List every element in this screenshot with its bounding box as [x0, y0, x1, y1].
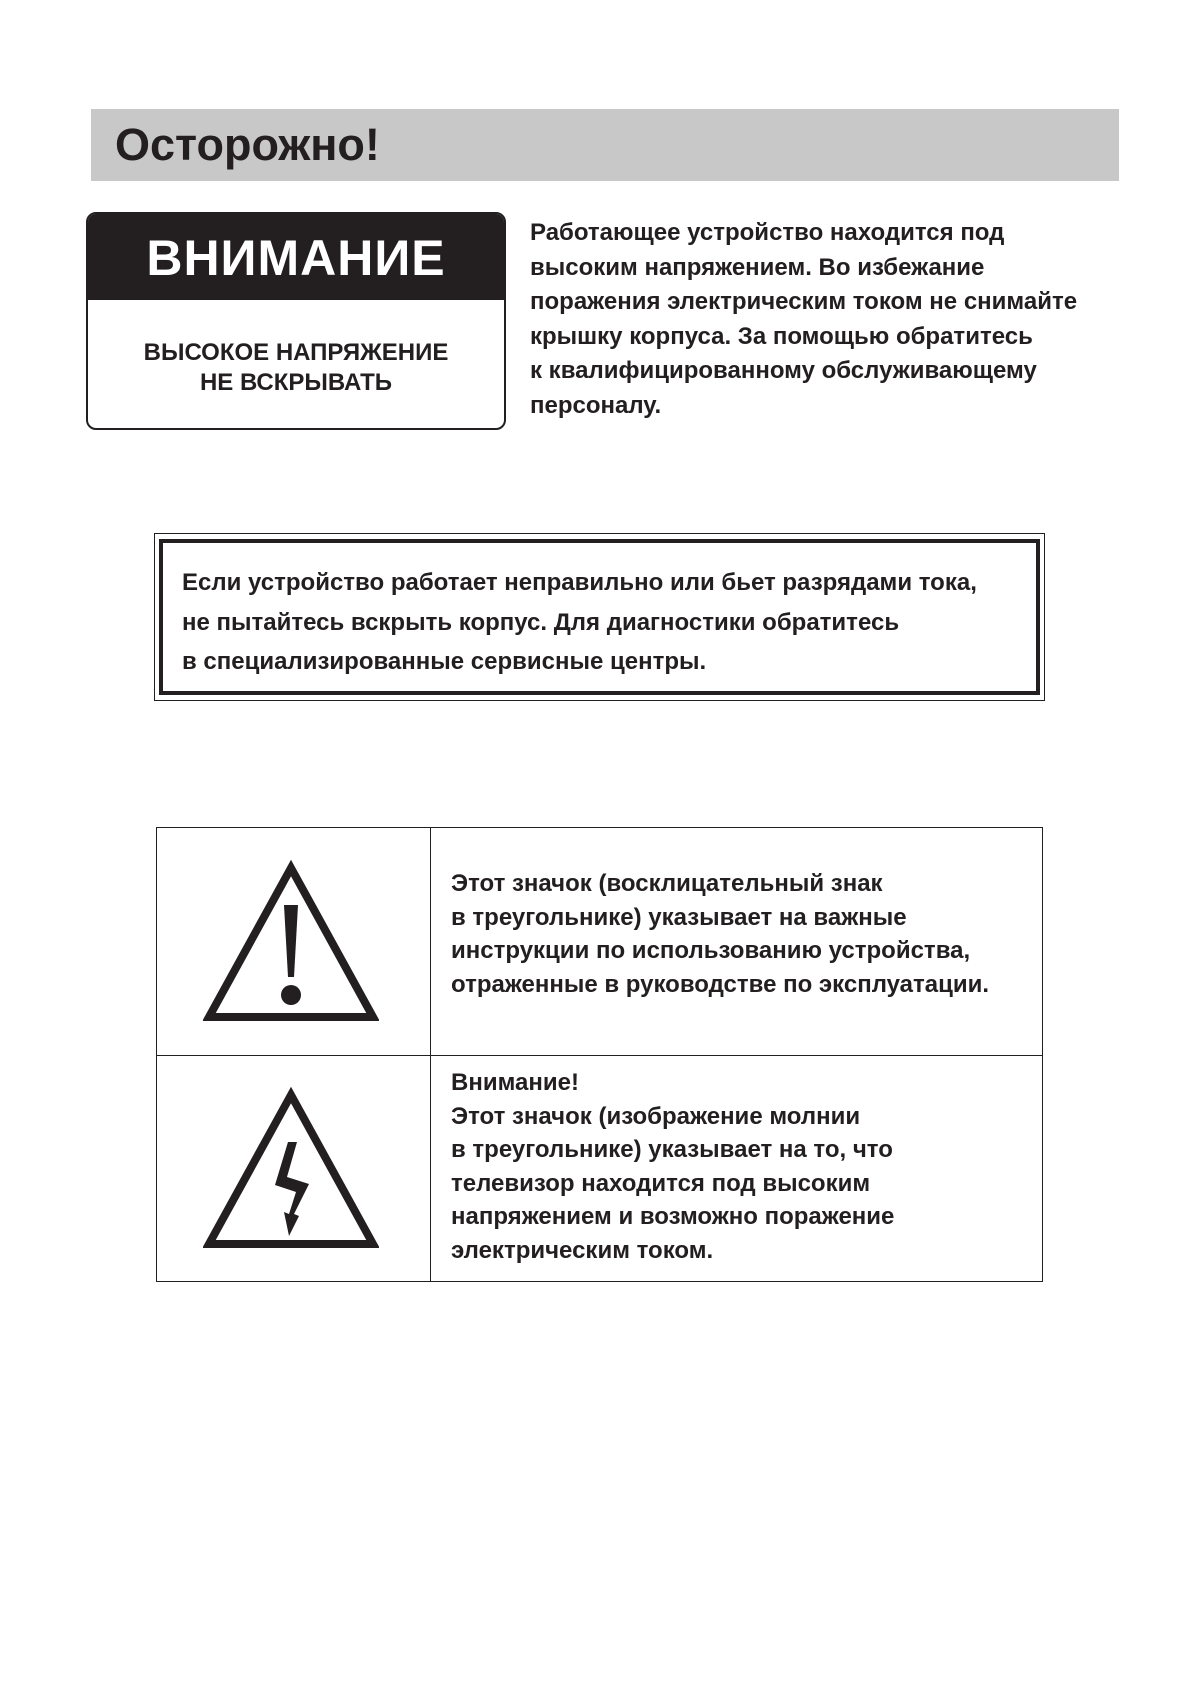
page-title: Осторожно! [115, 119, 380, 170]
intro-line: Работающее устройство находится под [530, 219, 1005, 246]
symbol-text-line: отраженные в руководстве по эксплуатации. [451, 970, 990, 998]
intro-line: крышку корпуса. За помощью обратитесь [530, 322, 1033, 350]
symbol-text-line: инструкции по использованию устройства, [451, 937, 971, 965]
intro-line: поражения электрическим током не снимайте [530, 288, 1078, 316]
symbol-table [156, 827, 1043, 1282]
warning-sign-heading: ВНИМАНИЕ [88, 214, 504, 300]
intro-line: персоналу. [530, 391, 662, 419]
symbol-text-line: Этот значок (изображение молнии [451, 1102, 861, 1130]
warning-sign-body [88, 300, 504, 398]
notice-paragraph [182, 563, 1042, 682]
warning-sign-line-2: НЕ ВСКРЫВАТЬ [199, 369, 393, 396]
intro-line: высоким напряжением. Во избежание [530, 253, 985, 281]
symbol-description-lightning [451, 1066, 1041, 1268]
symbol-text-line: напряжением и возможно поражение [451, 1203, 895, 1231]
symbol-text-line: Внимание! [451, 1069, 579, 1096]
symbol-text-line: в треугольнике) указывает на важные [451, 903, 907, 931]
exclamation-triangle-icon [203, 859, 379, 1023]
notice-line: Если устройство работает неправильно или бьет разрядами тока, [182, 569, 977, 596]
intro-line: к квалифицированному обслуживающему [530, 357, 1037, 385]
warning-sign-line-1: ВЫСОКОЕ НАПРЯЖЕНИЕ [143, 339, 449, 366]
symbol-text-line: телевизор находится под высоким [451, 1169, 871, 1197]
table-row-divider [157, 1055, 1042, 1056]
intro-paragraph [530, 216, 1130, 424]
warning-sign [86, 212, 506, 430]
symbol-description-exclamation [451, 867, 1041, 1001]
notice-line: не пытайтесь вскрыть корпус. Для диагностики обратитесь [182, 608, 900, 636]
symbol-text-line: Этот значок (восклицательный знак [451, 870, 883, 897]
notice-line: в специализированные сервисные центры. [182, 648, 707, 675]
lightning-triangle-icon [203, 1086, 379, 1250]
symbol-text-line: в треугольнике) указывает на то, что [451, 1136, 893, 1164]
symbol-text-line: электрическим током. [451, 1236, 714, 1264]
